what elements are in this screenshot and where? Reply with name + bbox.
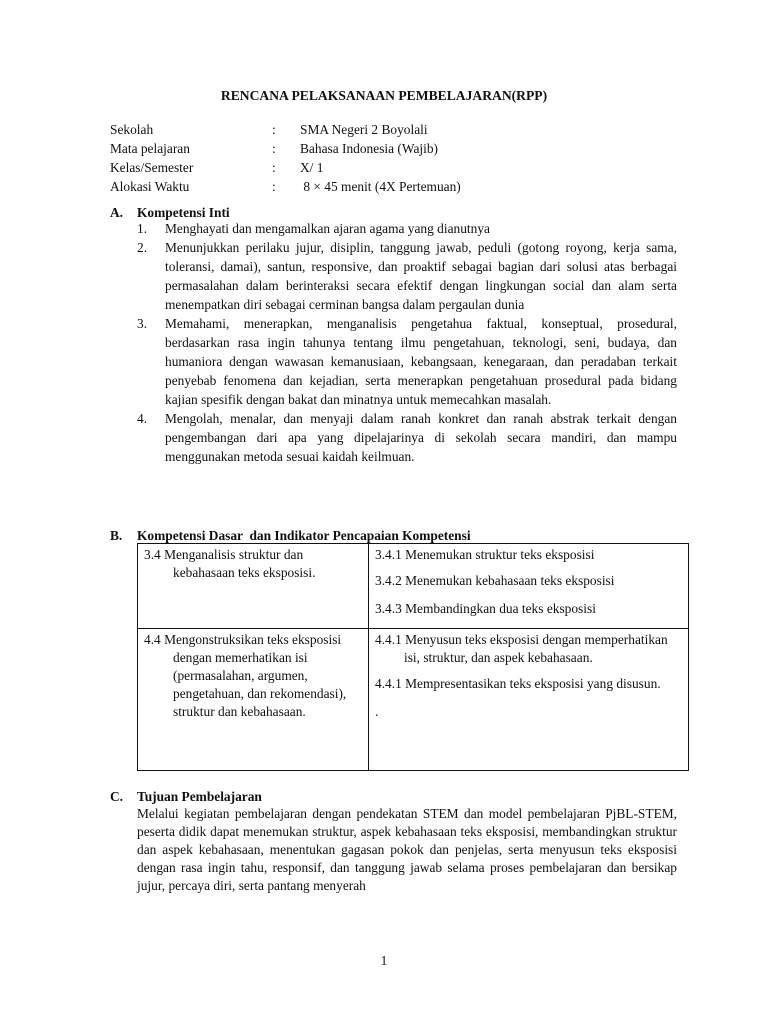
kd-cell (138, 544, 369, 629)
indicator-text: . (375, 704, 379, 719)
kd-text: 3.4 Menganalisis struktur dan kebahasaan teks eksposisi. (144, 547, 316, 580)
page-number: 1 (380, 953, 388, 968)
identity-label: Sekolah (110, 122, 154, 137)
indicator-cell (369, 629, 689, 771)
list-text: Menghayati dan mengamalkan ajaran agama yang dianutnya (165, 221, 490, 236)
indicator-text: 3.4.1 Menemukan struktur teks eksposisi (375, 547, 595, 562)
section-letter: A. (110, 205, 124, 220)
kd-cell (138, 629, 369, 771)
list-item (137, 314, 677, 409)
list-text: Memahami, menerapkan, menganalisis pengetahua faktual, konseptual, prosedural, berdasarkan rasa ingin tahunya tentang ilmu pengetahuan, teknologi, seni, budaya, dan humaniora dengan wawasan kemanusiaan, kebangsaan, kenegaraan, dan peradaban terkait penyebab fenomena dan kejadian, serta menerapkan pengetahuan prosedural pada bidang kajian spesifik dengan bakat dan minatnya untuk memecahkan masalah. (165, 316, 677, 407)
section-letter: C. (110, 789, 124, 804)
section-title: Kompetensi Dasar dan Indikator Pencapaian Kompetensi (137, 528, 471, 543)
list-text: Menunjukkan perilaku jujur, disiplin, tanggung jawab, peduli (gotong royong, kerja sama, toleransi, damai), santun, responsive, dan proaktif sebagai bagian dari solusi atas berbagai permasalahan dalam berinteraksi secara efektif dengan lingkungan social dan alam serta menempatkan diri sebagai cerminan bangsa dalam pergaulan dunia (165, 240, 677, 312)
indicator-cell (369, 544, 689, 629)
table-row (138, 629, 689, 771)
section-letter: B. (110, 528, 123, 543)
list-item (137, 409, 677, 466)
identity-label: Mata pelajaran (110, 141, 190, 156)
indicator-text: 3.4.3 Membandingkan dua teks eksposisi (375, 601, 596, 616)
indicator-text: 4.4.1 Menyusun teks eksposisi dengan memperhatikan isi, struktur, dan aspek kebahasaan. (375, 632, 668, 665)
identity-colon: : (272, 122, 276, 137)
section-title: Tujuan Pembelajaran (137, 789, 262, 804)
identity-colon: : (272, 160, 276, 175)
table-row (138, 544, 689, 629)
list-number: 1. (137, 221, 148, 236)
identity-label: Alokasi Waktu (110, 179, 190, 194)
identity-colon: : (272, 179, 276, 194)
section-title: Kompetensi Inti (137, 205, 230, 220)
list-number: 3. (137, 316, 148, 331)
kompetensi-inti-list (137, 219, 677, 466)
identity-row-time (110, 177, 670, 196)
list-number: 2. (137, 240, 148, 255)
indicator-text: 3.4.2 Menemukan kebahasaan teks eksposisi (375, 573, 615, 588)
identity-block (110, 120, 670, 196)
page-title: RENCANA PELAKSANAAN PEMBELAJARAN(RPP) (220, 88, 548, 103)
kd-text: 4.4 Mengonstruksikan teks eksposisi dengan memerhatikan isi (permasalahan, argumen, pengetahuan, dan rekomendasi), struktur dan kebahasaan. (144, 632, 347, 719)
identity-value: X/ 1 (300, 160, 324, 175)
section-c-heading (110, 787, 262, 806)
identity-value: Bahasa Indonesia (Wajib) (300, 141, 438, 156)
identity-value: 8 × 45 menit (4X Pertemuan) (300, 179, 461, 194)
list-number: 4. (137, 411, 148, 426)
identity-row-class (110, 158, 670, 177)
indicator-text: 4.4.1 Mempresentasikan teks eksposisi yang disusun. (375, 676, 661, 691)
identity-colon: : (272, 141, 276, 156)
list-item (137, 219, 677, 238)
identity-row-school (110, 120, 670, 139)
identity-value: SMA Negeri 2 Boyolali (300, 122, 428, 137)
list-text: Mengolah, menalar, dan menyaji dalam ranah konkret dan ranah abstrak terkait dengan pengembangan dari apa yang dipelajarinya di sekolah secara mandiri, dan mampu menggunakan metoda sesuai kaidah keilmuan. (165, 411, 677, 464)
tujuan-paragraph: Melalui kegiatan pembelajaran dengan pendekatan STEM dan model pembelajaran PjBL-STEM, peserta didik dapat menemukan struktur, aspek kebahasaan teks eksposisi, membandingkan struktur dan aspek kebahasaan, menentukan gagasan pokok dan penjelas, serta menyusun teks eksposisi dengan rasa ingin tahu, responsif, dan tanggung jawab selama proses pembelajaran dan bersikap jujur, percaya diri, serta pantang menyerah (137, 806, 677, 893)
kompetensi-dasar-table (137, 543, 689, 771)
identity-label: Kelas/Semester (110, 160, 194, 175)
list-item (137, 238, 677, 314)
identity-row-subject (110, 139, 670, 158)
